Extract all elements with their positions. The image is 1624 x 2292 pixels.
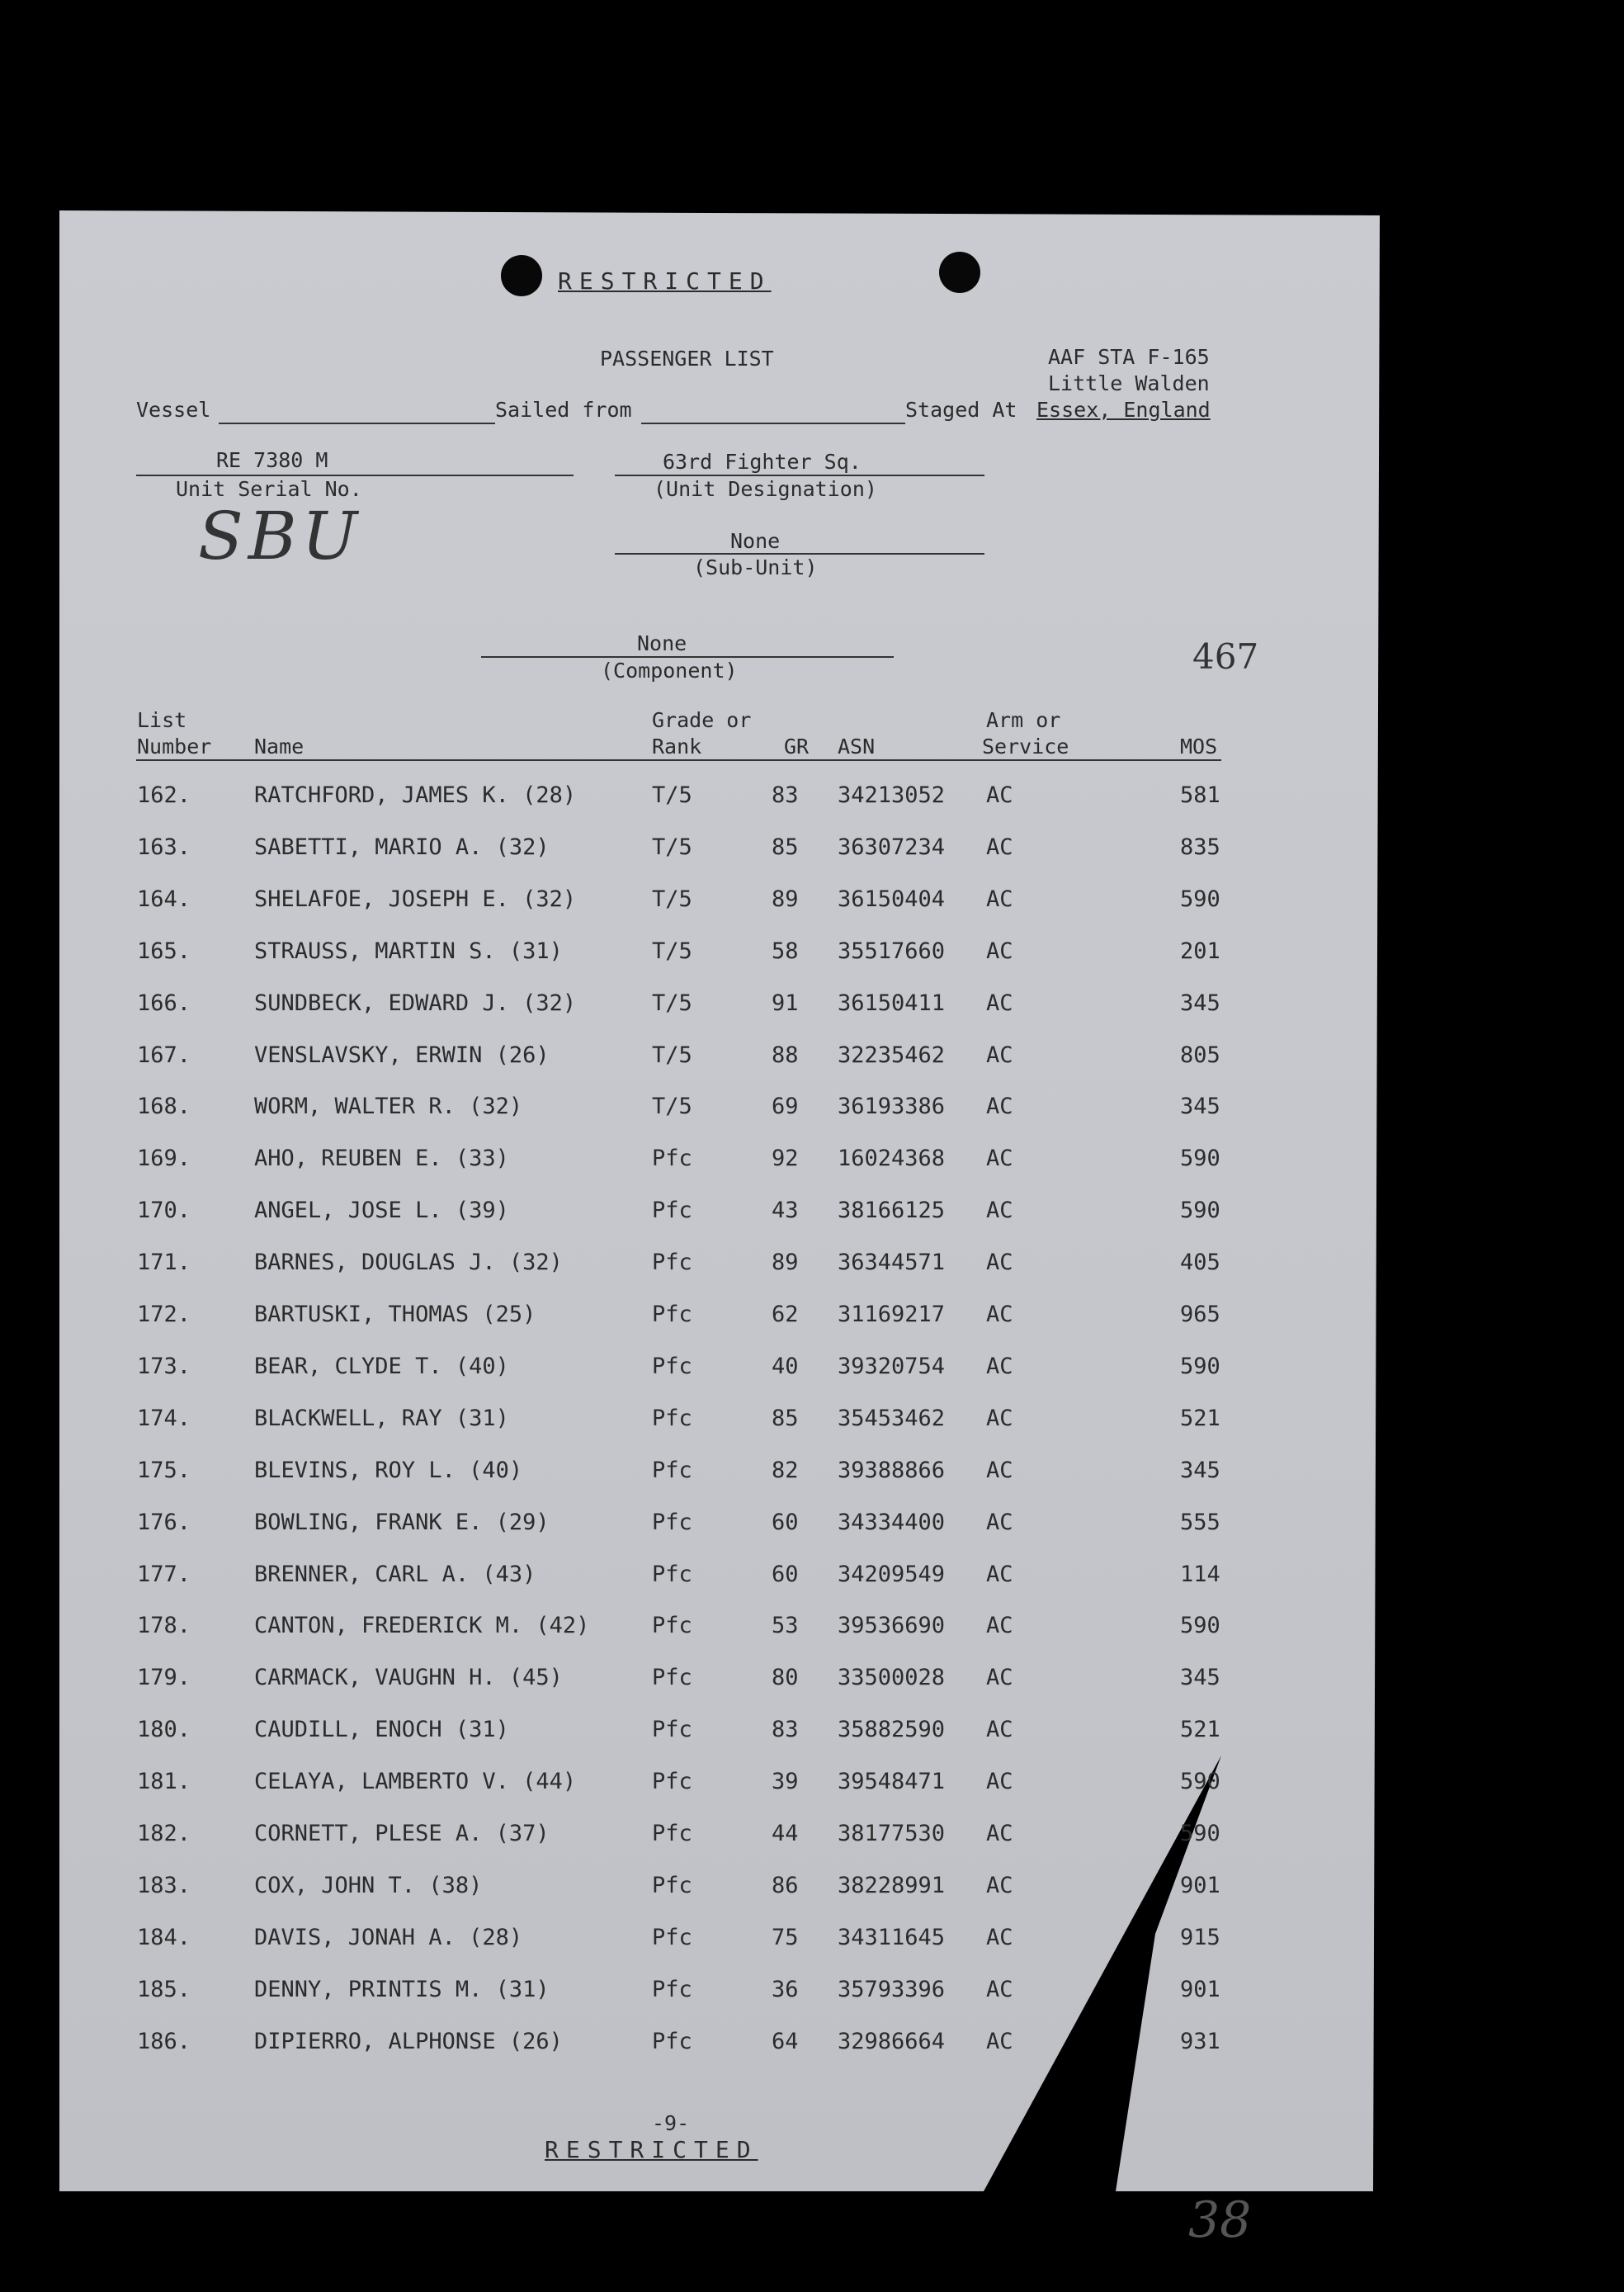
asn: 32235462 [838, 1042, 946, 1068]
arm-service: AC [986, 1717, 1013, 1743]
component-value: None [637, 631, 687, 655]
sub-unit-line [615, 553, 984, 555]
gr-score: 64 [772, 2028, 799, 2054]
gr-score: 75 [772, 1924, 799, 1950]
list-number: 162. [137, 782, 191, 808]
asn: 36150404 [838, 886, 946, 912]
restricted-header: RESTRICTED [558, 267, 772, 295]
mos: 835 [1180, 834, 1220, 860]
list-number: 179. [137, 1665, 191, 1691]
grade: Pfc [652, 1613, 692, 1639]
table-row [0, 1198, 1624, 1231]
passenger-name: DIPIERRO, ALPHONSE (26) [254, 2028, 563, 2054]
passenger-name: BEAR, CLYDE T. (40) [254, 1353, 509, 1379]
list-number: 182. [137, 1821, 191, 1846]
page-number: -9- [652, 2111, 690, 2135]
passenger-name: CARMACK, VAUGHN H. (45) [254, 1665, 563, 1691]
col-list-number-2: Number [137, 735, 212, 758]
passenger-name: SUNDBECK, EDWARD J. (32) [254, 990, 577, 1016]
list-number: 180. [137, 1717, 191, 1743]
arm-service: AC [986, 1561, 1013, 1587]
mos: 345 [1180, 1665, 1220, 1691]
grade: Pfc [652, 1509, 692, 1535]
unit-serial-line [136, 475, 574, 476]
sub-unit-value: None [730, 529, 781, 553]
passenger-name: CORNETT, PLESE A. (37) [254, 1821, 550, 1846]
passenger-name: CANTON, FREDERICK M. (42) [254, 1613, 590, 1639]
sailed-from-line [641, 423, 905, 424]
handwritten-code: SBU [198, 498, 363, 574]
passenger-name: VENSLAVSKY, ERWIN (26) [254, 1042, 550, 1068]
table-row [0, 2029, 1624, 2062]
mos: 521 [1180, 1405, 1220, 1431]
asn: 38166125 [838, 1198, 946, 1224]
grade: Pfc [652, 1821, 692, 1846]
grade: T/5 [652, 782, 692, 808]
mos: 590 [1180, 886, 1220, 912]
passenger-name: RATCHFORD, JAMES K. (28) [254, 782, 577, 808]
grade: T/5 [652, 990, 692, 1016]
vessel-label: Vessel [136, 398, 211, 422]
arm-service: AC [986, 782, 1013, 808]
arm-service: AC [986, 1405, 1013, 1431]
asn: 34334400 [838, 1509, 946, 1535]
table-row [0, 1146, 1624, 1179]
list-number: 177. [137, 1561, 191, 1587]
sub-unit-label: (Sub-Unit) [693, 555, 818, 579]
table-row [0, 1458, 1624, 1491]
gr-score: 44 [772, 1821, 799, 1846]
col-mos: MOS [1180, 735, 1218, 758]
mos: 590 [1180, 1353, 1220, 1379]
asn: 39536690 [838, 1613, 946, 1639]
gr-score: 69 [772, 1094, 799, 1120]
table-row [0, 1769, 1624, 1802]
grade: Pfc [652, 1561, 692, 1587]
mos: 405 [1180, 1250, 1220, 1276]
grade: T/5 [652, 1042, 692, 1068]
vessel-line [219, 423, 495, 424]
col-asn: ASN [838, 735, 876, 758]
asn: 38177530 [838, 1821, 946, 1846]
list-number: 165. [137, 938, 191, 964]
arm-service: AC [986, 1198, 1013, 1224]
gr-score: 60 [772, 1561, 799, 1587]
asn: 34213052 [838, 782, 946, 808]
mos: 805 [1180, 1042, 1220, 1068]
arm-service: AC [986, 1509, 1013, 1535]
table-row [0, 1562, 1624, 1595]
handwritten-corner: 38 [1188, 2191, 1252, 2249]
arm-service: AC [986, 1042, 1013, 1068]
table-row [0, 886, 1624, 919]
list-number: 168. [137, 1094, 191, 1120]
table-row [0, 1613, 1624, 1646]
list-number: 178. [137, 1613, 191, 1639]
arm-service: AC [986, 1665, 1013, 1691]
list-number: 186. [137, 2028, 191, 2054]
grade: Pfc [652, 1146, 692, 1172]
staged-at-value: Essex, England [1036, 398, 1211, 422]
station-line-2: Little Walden [1048, 371, 1210, 395]
handwritten-number: 467 [1192, 636, 1259, 677]
passenger-name: SABETTI, MARIO A. (32) [254, 834, 550, 860]
list-number: 174. [137, 1405, 191, 1431]
arm-service: AC [986, 2028, 1013, 2054]
arm-service: AC [986, 1769, 1013, 1795]
grade: Pfc [652, 2028, 692, 2054]
mos: 590 [1180, 1769, 1220, 1795]
asn: 16024368 [838, 1146, 946, 1172]
table-row [0, 1873, 1624, 1906]
col-grade-2: Rank [652, 735, 702, 758]
staged-at-label: Staged At [905, 398, 1017, 422]
gr-score: 91 [772, 990, 799, 1016]
col-gr: GR [784, 735, 810, 758]
table-row [0, 1354, 1624, 1387]
gr-score: 92 [772, 1146, 799, 1172]
list-number: 164. [137, 886, 191, 912]
passenger-name: BRENNER, CARL A. (43) [254, 1561, 536, 1587]
table-row [0, 1665, 1624, 1698]
unit-serial-label: Unit Serial No. [176, 477, 362, 501]
mos: 345 [1180, 990, 1220, 1016]
component-label: (Component) [601, 659, 738, 683]
gr-score: 88 [772, 1042, 799, 1068]
asn: 39320754 [838, 1353, 946, 1379]
table-row [0, 1977, 1624, 2010]
mos: 345 [1180, 1457, 1220, 1483]
grade: Pfc [652, 1198, 692, 1224]
passenger-name: AHO, REUBEN E. (33) [254, 1146, 509, 1172]
asn: 36344571 [838, 1250, 946, 1276]
asn: 33500028 [838, 1665, 946, 1691]
asn: 32986664 [838, 2028, 946, 2054]
list-number: 172. [137, 1302, 191, 1327]
arm-service: AC [986, 1094, 1013, 1120]
mos: 581 [1180, 782, 1220, 808]
unit-serial-value: RE 7380 M [216, 448, 328, 472]
header-rule [136, 759, 1221, 761]
asn: 36193386 [838, 1094, 946, 1120]
list-number: 163. [137, 834, 191, 860]
arm-service: AC [986, 1146, 1013, 1172]
grade: Pfc [652, 1457, 692, 1483]
asn: 35882590 [838, 1717, 946, 1743]
gr-score: 62 [772, 1302, 799, 1327]
list-number: 181. [137, 1769, 191, 1795]
list-number: 173. [137, 1353, 191, 1379]
arm-service: AC [986, 1872, 1013, 1898]
table-row [0, 1094, 1624, 1127]
passenger-name: BLEVINS, ROY L. (40) [254, 1457, 523, 1483]
table-row [0, 1821, 1624, 1854]
passenger-name: WORM, WALTER R. (32) [254, 1094, 523, 1120]
col-arm-2: Service [982, 735, 1069, 758]
mos: 201 [1180, 938, 1220, 964]
arm-service: AC [986, 834, 1013, 860]
arm-service: AC [986, 1613, 1013, 1639]
grade: Pfc [652, 1872, 692, 1898]
table-row [0, 1302, 1624, 1335]
mos: 555 [1180, 1509, 1220, 1535]
grade: Pfc [652, 1302, 692, 1327]
list-number: 167. [137, 1042, 191, 1068]
table-row [0, 1250, 1624, 1283]
grade: Pfc [652, 1717, 692, 1743]
grade: Pfc [652, 1250, 692, 1276]
table-row [0, 1717, 1624, 1750]
sailed-from-label: Sailed from [495, 398, 632, 422]
grade: T/5 [652, 938, 692, 964]
gr-score: 86 [772, 1872, 799, 1898]
gr-score: 40 [772, 1353, 799, 1379]
table-row [0, 1925, 1624, 1958]
list-number: 170. [137, 1198, 191, 1224]
unit-designation-value: 63rd Fighter Sq. [663, 450, 862, 474]
table-row [0, 938, 1624, 971]
passenger-name: STRAUSS, MARTIN S. (31) [254, 938, 563, 964]
gr-score: 80 [772, 1665, 799, 1691]
arm-service: AC [986, 1457, 1013, 1483]
col-grade-1: Grade or [652, 708, 752, 732]
col-name: Name [254, 735, 304, 758]
asn: 39548471 [838, 1769, 946, 1795]
asn: 31169217 [838, 1302, 946, 1327]
passenger-name: BARTUSKI, THOMAS (25) [254, 1302, 536, 1327]
asn: 35453462 [838, 1405, 946, 1431]
grade: Pfc [652, 1976, 692, 2002]
gr-score: 89 [772, 886, 799, 912]
table-row [0, 782, 1624, 815]
mos: 590 [1180, 1821, 1220, 1846]
passenger-name: BLACKWELL, RAY (31) [254, 1405, 509, 1431]
mos: 590 [1180, 1613, 1220, 1639]
restricted-footer: RESTRICTED [545, 2136, 758, 2163]
gr-score: 85 [772, 1405, 799, 1431]
list-number: 184. [137, 1924, 191, 1950]
list-number: 169. [137, 1146, 191, 1172]
gr-score: 36 [772, 1976, 799, 2002]
mos: 931 [1180, 2028, 1220, 2054]
grade: Pfc [652, 1665, 692, 1691]
table-row [0, 1510, 1624, 1543]
grade: T/5 [652, 834, 692, 860]
passenger-name: DENNY, PRINTIS M. (31) [254, 1976, 550, 2002]
passenger-name: COX, JOHN T. (38) [254, 1872, 483, 1898]
table-row [0, 1406, 1624, 1439]
mos: 901 [1180, 1872, 1220, 1898]
asn: 34209549 [838, 1561, 946, 1587]
list-number: 185. [137, 1976, 191, 2002]
arm-service: AC [986, 1353, 1013, 1379]
grade: Pfc [652, 1769, 692, 1795]
passenger-name: CELAYA, LAMBERTO V. (44) [254, 1769, 577, 1795]
asn: 36150411 [838, 990, 946, 1016]
asn: 36307234 [838, 834, 946, 860]
arm-service: AC [986, 1250, 1013, 1276]
gr-score: 85 [772, 834, 799, 860]
mos: 590 [1180, 1146, 1220, 1172]
passenger-name: BARNES, DOUGLAS J. (32) [254, 1250, 563, 1276]
mos: 965 [1180, 1302, 1220, 1327]
grade: Pfc [652, 1405, 692, 1431]
passenger-name: DAVIS, JONAH A. (28) [254, 1924, 523, 1950]
mos: 901 [1180, 1976, 1220, 2002]
component-line [481, 656, 894, 658]
arm-service: AC [986, 886, 1013, 912]
arm-service: AC [986, 1821, 1013, 1846]
passenger-name: BOWLING, FRANK E. (29) [254, 1509, 550, 1535]
mos: 114 [1180, 1561, 1220, 1587]
col-arm-1: Arm or [986, 708, 1061, 732]
unit-designation-label: (Unit Designation) [654, 477, 877, 501]
asn: 38228991 [838, 1872, 946, 1898]
punch-hole-right [939, 252, 980, 293]
list-number: 176. [137, 1509, 191, 1535]
arm-service: AC [986, 1302, 1013, 1327]
table-row [0, 990, 1624, 1023]
asn: 35793396 [838, 1976, 946, 2002]
arm-service: AC [986, 938, 1013, 964]
list-number: 175. [137, 1457, 191, 1483]
asn: 34311645 [838, 1924, 946, 1950]
unit-designation-line [615, 475, 984, 476]
arm-service: AC [986, 1924, 1013, 1950]
document-title: PASSENGER LIST [600, 347, 774, 371]
gr-score: 83 [772, 1717, 799, 1743]
mos: 345 [1180, 1094, 1220, 1120]
list-number: 166. [137, 990, 191, 1016]
station-line-1: AAF STA F-165 [1048, 345, 1210, 369]
grade: Pfc [652, 1353, 692, 1379]
gr-score: 53 [772, 1613, 799, 1639]
arm-service: AC [986, 990, 1013, 1016]
list-number: 183. [137, 1872, 191, 1898]
arm-service: AC [986, 1976, 1013, 2002]
passenger-name: SHELAFOE, JOSEPH E. (32) [254, 886, 577, 912]
gr-score: 82 [772, 1457, 799, 1483]
gr-score: 83 [772, 782, 799, 808]
asn: 35517660 [838, 938, 946, 964]
asn: 39388866 [838, 1457, 946, 1483]
mos: 915 [1180, 1924, 1220, 1950]
table-row [0, 1042, 1624, 1075]
table-row [0, 834, 1624, 867]
grade: T/5 [652, 1094, 692, 1120]
gr-score: 58 [772, 938, 799, 964]
punch-hole-left [501, 255, 542, 296]
mos: 590 [1180, 1198, 1220, 1224]
gr-score: 43 [772, 1198, 799, 1224]
list-number: 171. [137, 1250, 191, 1276]
gr-score: 39 [772, 1769, 799, 1795]
mos: 521 [1180, 1717, 1220, 1743]
grade: T/5 [652, 886, 692, 912]
grade: Pfc [652, 1924, 692, 1950]
gr-score: 60 [772, 1509, 799, 1535]
passenger-name: CAUDILL, ENOCH (31) [254, 1717, 509, 1743]
passenger-name: ANGEL, JOSE L. (39) [254, 1198, 509, 1224]
gr-score: 89 [772, 1250, 799, 1276]
col-list-number-1: List [137, 708, 187, 732]
